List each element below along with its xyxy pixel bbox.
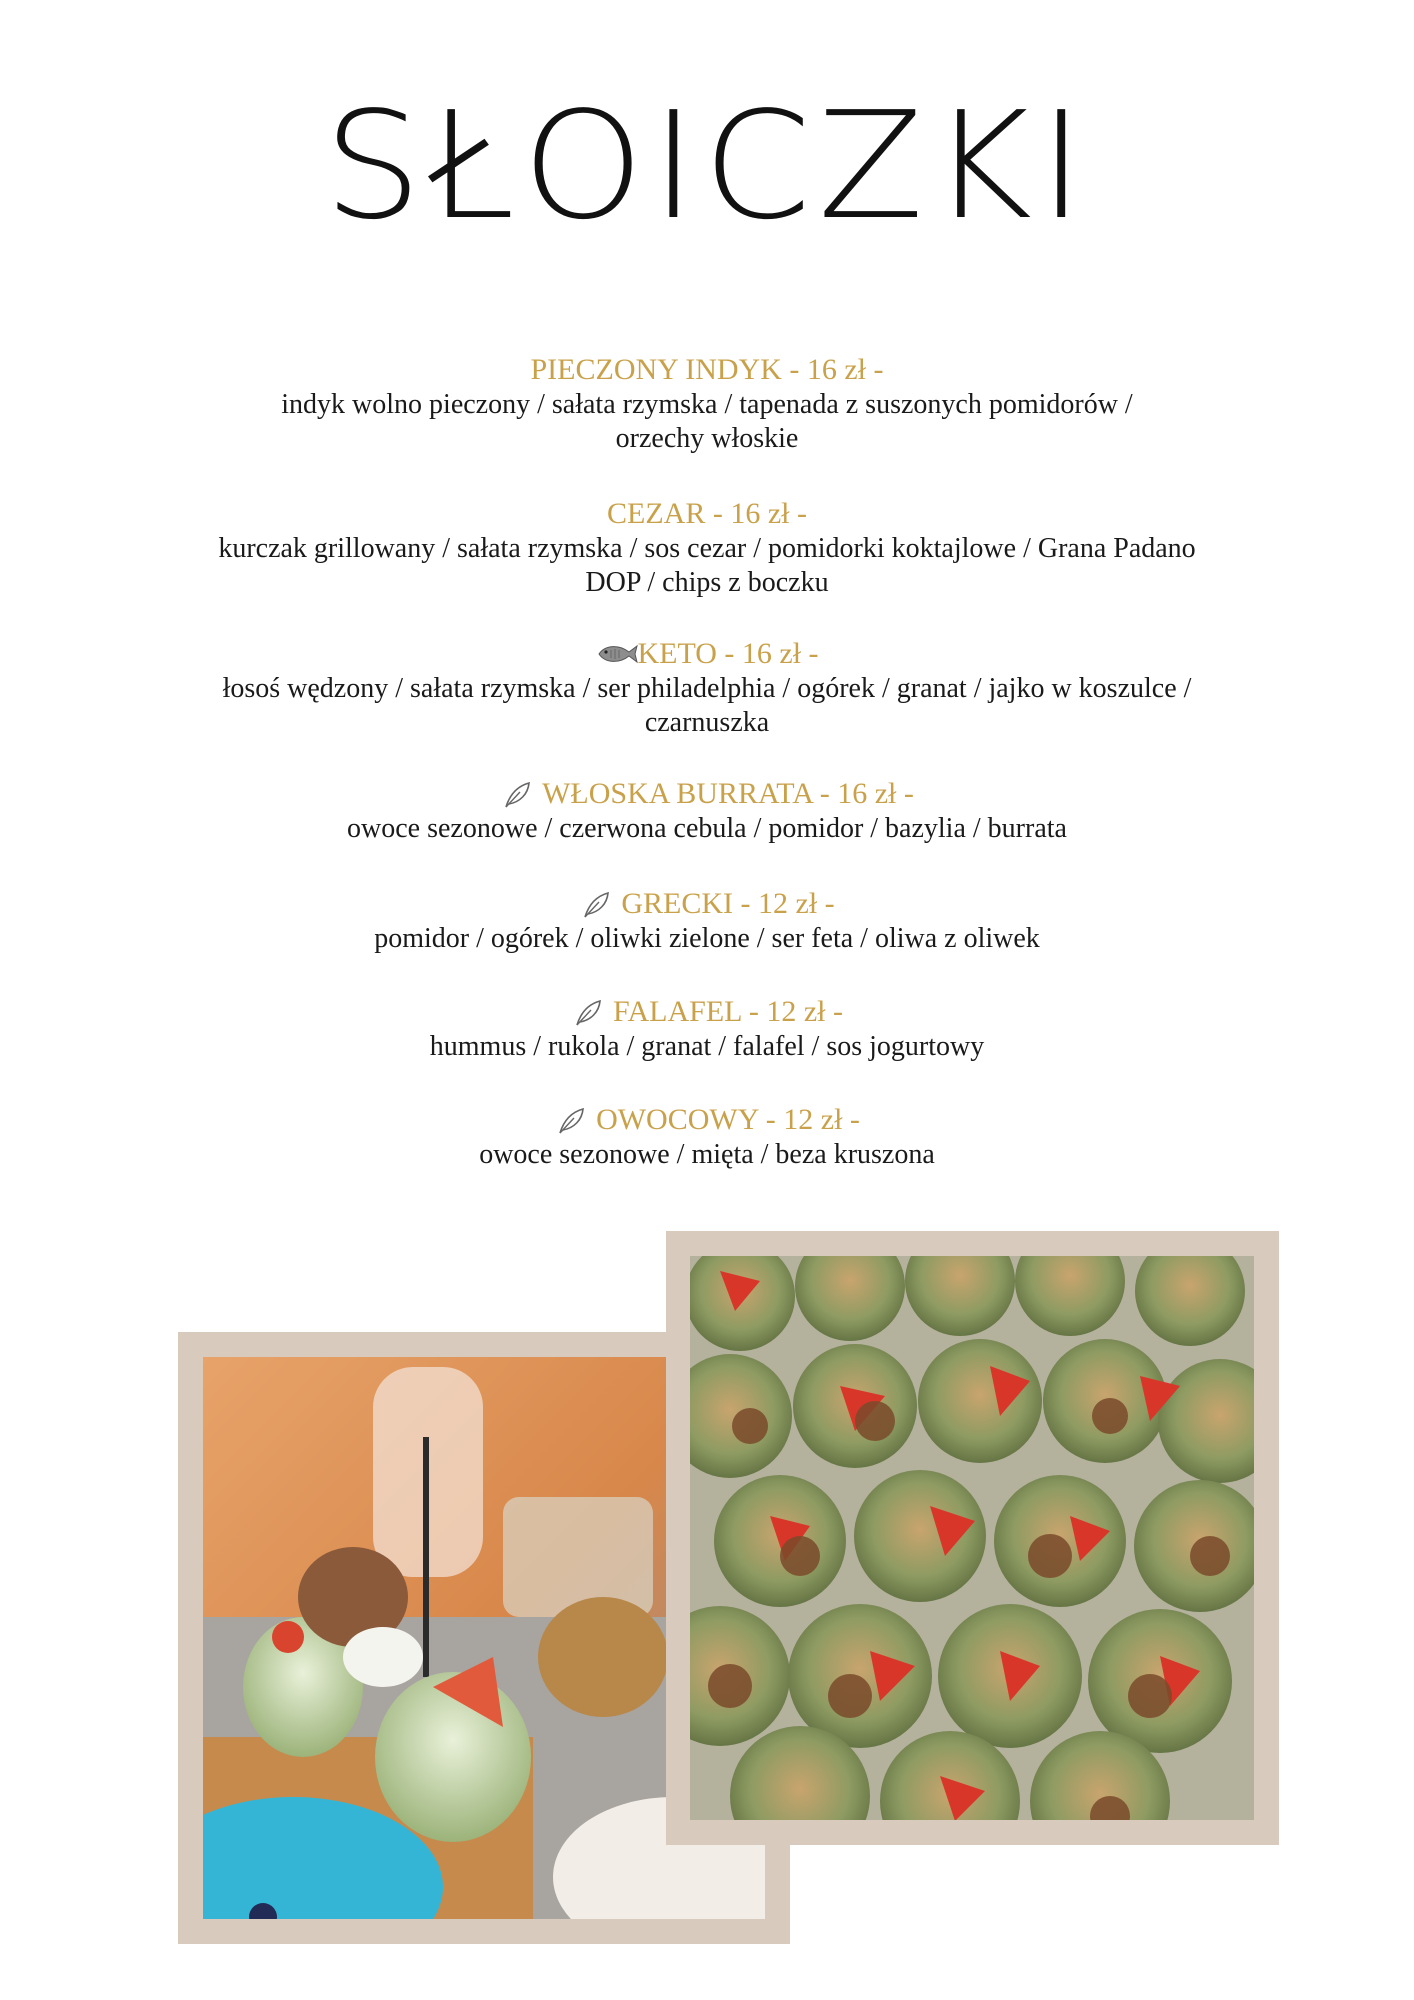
- menu-item-name: WŁOSKA BURRATA - 16 zł -: [542, 777, 914, 810]
- menu-item: [0, 1102, 1414, 1172]
- menu-item-description: owoce sezonowe / czerwona cebula / pomidor / bazylia / burrata: [347, 813, 1067, 844]
- menu-item-title: [0, 776, 1414, 812]
- menu-item-name: CEZAR - 16 zł -: [607, 497, 807, 530]
- menu-item-name: OWOCOWY - 12 zł -: [596, 1103, 860, 1136]
- leaf-icon: [571, 998, 605, 1026]
- page-title: SŁOICZKI: [323, 80, 1091, 252]
- menu-item-title: [0, 994, 1414, 1030]
- menu-item: [0, 886, 1414, 956]
- leaf-icon: [500, 780, 534, 808]
- menu-item-name: GRECKI - 12 zł -: [621, 887, 835, 920]
- menu-item: [0, 994, 1414, 1064]
- menu-item-description: łosoś wędzony / sałata rzymska / ser philadelphia / ogórek / granat / jajko w koszulce / czarnuszka: [222, 673, 1192, 738]
- menu-item-description: indyk wolno pieczony / sałata rzymska / tapenada z suszonych pomidorów / orzechy włoskie: [281, 389, 1133, 454]
- menu-item: [0, 352, 1414, 456]
- menu-item-name: FALAFEL - 12 zł -: [613, 995, 843, 1028]
- menu-item-title: [0, 496, 1414, 532]
- menu-item-title: [0, 636, 1414, 672]
- menu-item-title: [0, 352, 1414, 388]
- leaf-icon: [579, 890, 613, 918]
- menu-item: [0, 636, 1414, 740]
- menu-item-name: KETO - 16 zł -: [637, 637, 819, 670]
- menu-item-description: kurczak grillowany / sałata rzymska / sos cezar / pomidorki koktajlowe / Grana Padano DOP / chips z boczku: [218, 533, 1196, 598]
- leaf-icon: [554, 1106, 588, 1134]
- fish-icon: [595, 640, 629, 668]
- menu-item-description: hummus / rukola / granat / falafel / sos jogurtowy: [429, 1031, 985, 1062]
- menu-item-description: owoce sezonowe / mięta / beza kruszona: [479, 1139, 935, 1170]
- menu-list: [0, 352, 1414, 1172]
- menu-item-title: [0, 886, 1414, 922]
- salad-jars-photo: [690, 1256, 1254, 1820]
- menu-item: [0, 776, 1414, 846]
- menu-item-description: pomidor / ogórek / oliwki zielone / ser feta / oliwa z oliwek: [374, 923, 1040, 954]
- menu-item-title: [0, 1102, 1414, 1138]
- menu-item: [0, 496, 1414, 600]
- menu-item-name: PIECZONY INDYK - 16 zł -: [530, 353, 884, 386]
